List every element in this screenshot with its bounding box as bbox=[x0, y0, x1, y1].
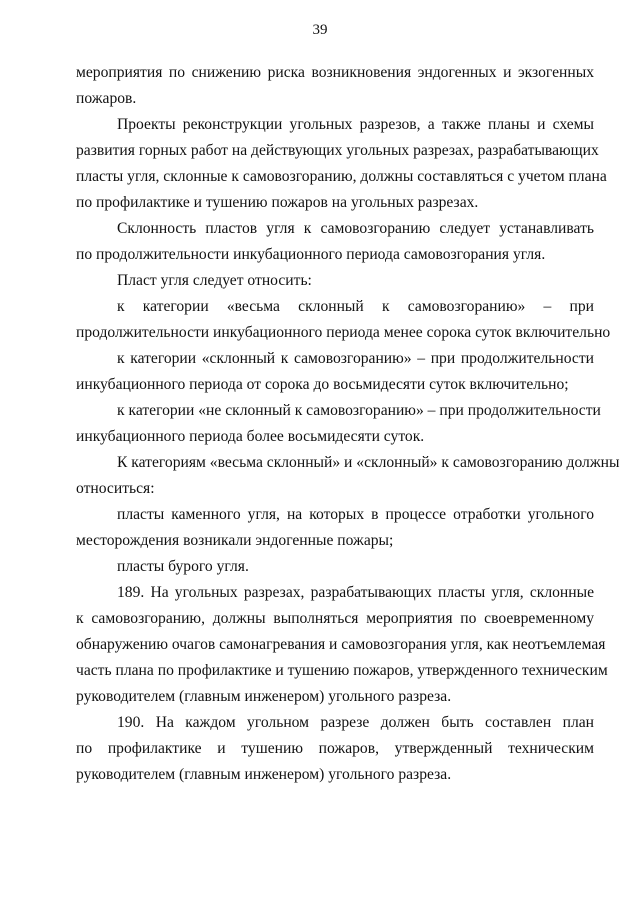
paragraph bbox=[76, 580, 608, 710]
paragraph bbox=[76, 346, 594, 398]
text-line: руководителем (главным инженером) угольного разреза. bbox=[76, 688, 452, 705]
paragraph bbox=[76, 450, 620, 502]
text-line: к самовозгоранию, должны выполняться мероприятия по своевременному bbox=[76, 610, 594, 627]
text-line: месторождения возникали эндогенные пожары; bbox=[76, 532, 394, 549]
text-line: К категориям «весьма склонный» и «склонный» к самовозгоранию должны bbox=[117, 454, 620, 471]
text-line: пласты бурого угля. bbox=[117, 558, 249, 575]
paragraph bbox=[76, 216, 594, 268]
document-body bbox=[76, 60, 620, 788]
text-line: часть плана по профилактике и тушению пожаров, утвержденного техническим bbox=[76, 662, 608, 679]
text-line: 190. На каждом угольном разрезе должен быть составлен план bbox=[117, 714, 594, 731]
paragraph bbox=[76, 112, 607, 216]
text-line: к категории «не склонный к самовозгоранию» – при продолжительности bbox=[117, 402, 601, 419]
text-line: продолжительности инкубационного периода менее сорока суток включительно bbox=[76, 324, 611, 341]
text-line: по профилактике и тушению пожаров, утвержденный техническим bbox=[76, 740, 594, 757]
text-line: относиться: bbox=[76, 480, 155, 497]
paragraph bbox=[76, 268, 594, 294]
text-line: руководителем (главным инженером) угольного разреза. bbox=[76, 766, 452, 783]
paragraph bbox=[76, 60, 594, 112]
text-line: по профилактике и тушению пожаров на угольных разрезах. bbox=[76, 194, 479, 211]
paragraph bbox=[76, 294, 611, 346]
paragraph bbox=[76, 554, 594, 580]
text-line: пожаров. bbox=[76, 90, 137, 107]
text-line: 189. На угольных разрезах, разрабатывающих пласты угля, склонные bbox=[117, 584, 594, 601]
paragraph bbox=[76, 710, 594, 788]
paragraph bbox=[76, 502, 594, 554]
text-line: развития горных работ на действующих угольных разрезах, разрабатывающих bbox=[76, 142, 599, 159]
paragraph bbox=[76, 398, 601, 450]
text-line: Проекты реконструкции угольных разрезов, а также планы и схемы bbox=[117, 116, 594, 133]
text-line: по продолжительности инкубационного периода самовозгорания угля. bbox=[76, 246, 546, 263]
text-line: пласты угля, склонные к самовозгоранию, должны составляться с учетом плана bbox=[76, 168, 607, 185]
text-line: инкубационного периода более восьмидесяти суток. bbox=[76, 428, 425, 445]
text-line: к категории «весьма склонный к самовозгоранию» – при bbox=[117, 298, 594, 315]
text-line: обнаружению очагов самонагревания и самовозгорания угля, как неотъемлемая bbox=[76, 636, 606, 653]
page-number: 39 bbox=[312, 22, 328, 38]
text-line: инкубационного периода от сорока до восьмидесяти суток включительно; bbox=[76, 376, 569, 393]
text-line: Склонность пластов угля к самовозгоранию следует устанавливать bbox=[117, 220, 594, 237]
text-line: Пласт угля следует относить: bbox=[117, 272, 312, 289]
text-line: мероприятия по снижению риска возникновения эндогенных и экзогенных bbox=[76, 64, 594, 81]
text-line: пласты каменного угля, на которых в процессе отработки угольного bbox=[117, 506, 594, 523]
text-line: к категории «склонный к самовозгоранию» – при продолжительности bbox=[117, 350, 594, 367]
